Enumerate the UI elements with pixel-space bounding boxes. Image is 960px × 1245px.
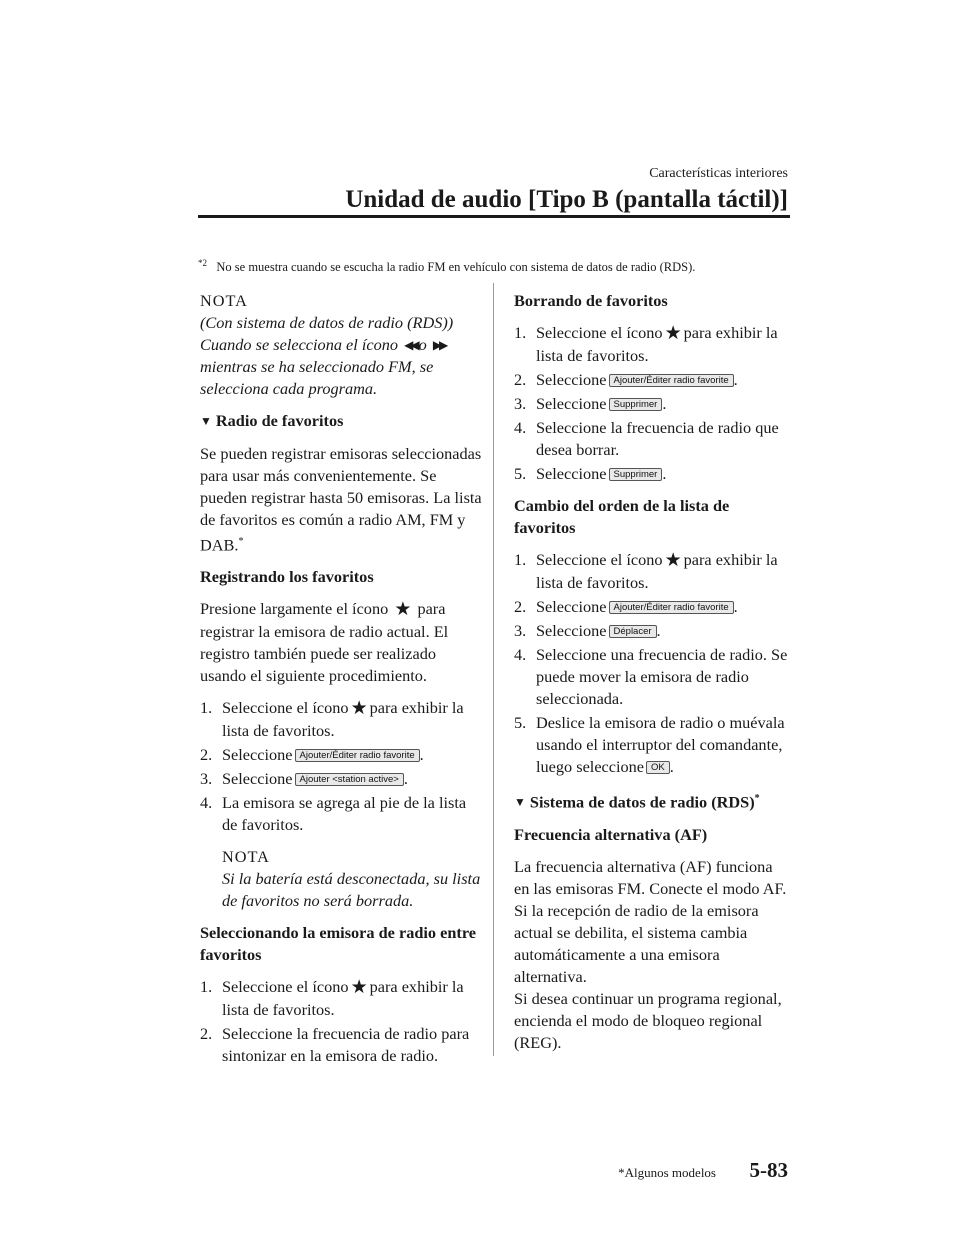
order-heading: Cambio del orden de la lista de favoritos — [514, 496, 730, 537]
order-steps — [514, 549, 790, 778]
delete-steps — [514, 322, 790, 485]
ok-button[interactable]: OK — [646, 761, 670, 774]
step-text: para exhibir la lista de favoritos. — [536, 550, 778, 592]
step-number: 2. — [200, 745, 213, 765]
favorites-body-text: Se pueden registrar emisoras seleccionadas para usar más convenientemente. Se pueden registrar hasta 50 emisoras. La lista de favoritos es común a radio AM, FM y DAB. — [200, 444, 482, 555]
step-number: 5. — [514, 464, 527, 483]
footnote-mark: *2 — [198, 258, 207, 268]
step-number: 4. — [200, 793, 213, 813]
footer-models-note: *Algunos modelos — [618, 1165, 716, 1180]
star-icon: ★ — [350, 698, 368, 720]
footnote — [198, 255, 798, 275]
list-item — [514, 644, 790, 710]
step-text: Seleccione la frecuencia de radio para sintonizar en la emisora de radio. — [222, 1024, 470, 1066]
af-body: La frecuencia alternativa (AF) funciona en las emisoras FM. Conecte el modo AF. Si la recepción de radio de la emisora actual se debilita, el sistema cambia automáticamente a una emisora alternativa. — [514, 857, 787, 987]
list-item: 5. Deslice la emisora de radio o muévala usando el interruptor del comandante, luego seleccione OK . — [514, 713, 785, 776]
edit-favorites-button[interactable]: Ajouter/Éditer radio favorite — [609, 601, 734, 614]
skip-forward-icon: ▶▶ — [432, 338, 446, 352]
star-icon: ★ — [394, 599, 412, 621]
list-item — [200, 792, 482, 836]
step-text: Seleccione — [222, 745, 293, 765]
step-text: Seleccione el ícono — [222, 977, 349, 997]
note-label: NOTA — [222, 847, 270, 867]
step-number: 3. — [514, 394, 527, 413]
list-item: 3. Seleccione Déplacer . — [514, 621, 661, 640]
step-text: Seleccione el ícono — [222, 698, 349, 718]
footnote-text: No se muestra cuando se escucha la radio FM en vehículo con sistema de datos de radio (RDS). — [216, 260, 696, 275]
step-number: 5. — [514, 713, 527, 732]
step-number: 1. — [514, 323, 527, 342]
step-text: Seleccione — [536, 597, 607, 616]
step-text: Seleccione el ícono — [536, 550, 663, 569]
rds-note-text-b: mientras se ha seleccionado FM, se selecciona cada programa. — [200, 357, 434, 398]
af-heading: Frecuencia alternativa (AF) — [514, 825, 708, 845]
delete-button[interactable]: Supprimer — [609, 398, 663, 411]
battery-note — [200, 846, 482, 912]
step-number: 1. — [200, 698, 213, 718]
step-number: 2. — [200, 1024, 213, 1044]
footnote-mark: * — [238, 536, 244, 547]
header-rule — [198, 215, 790, 218]
step-number: 3. — [514, 621, 527, 640]
step-number: 1. — [200, 977, 213, 997]
step-text: Deslice la emisora de radio o muévala usando el interruptor del comandante, luego seleccione — [536, 713, 785, 776]
step-text: Seleccione la frecuencia de radio que desea borrar. — [536, 418, 779, 459]
step-text: Seleccione — [536, 621, 607, 640]
step-text: Seleccione — [536, 394, 607, 413]
list-item — [514, 322, 790, 367]
edit-favorites-button[interactable]: Ajouter/Éditer radio favorite — [295, 749, 420, 762]
register-body-a: Presione largamente el ícono — [200, 599, 389, 619]
battery-note-text: Si la batería está desconectada, su lista de favoritos no será borrada. — [222, 869, 481, 911]
select-heading: Seleccionando la emisora de radio entre favoritos — [200, 923, 476, 965]
favorites-heading — [200, 410, 482, 433]
delete-heading: Borrando de favoritos — [514, 291, 668, 310]
favorites-body — [200, 443, 482, 556]
list-item — [200, 1023, 482, 1067]
register-body-b: para registrar la emisora de radio actual. El registro también puede ser realizado usando el siguiente procedimiento. — [200, 599, 449, 686]
section-label: Características interiores — [649, 166, 788, 181]
step-number: 4. — [514, 645, 527, 664]
skip-back-icon: ◀◀ — [404, 338, 417, 352]
star-icon: ★ — [664, 550, 682, 571]
step-text: Seleccione — [536, 370, 607, 389]
right-column — [514, 290, 790, 1064]
list-item: 3. Seleccione Ajouter <station active> . — [200, 769, 408, 789]
step-text: Seleccione el ícono — [536, 323, 663, 342]
star-icon: ★ — [350, 977, 368, 999]
af-body-2: Si desea continuar un programa regional, encienda el modo de bloqueo regional (REG). — [514, 989, 782, 1053]
rds-heading-text: Sistema de datos de radio (RDS) — [529, 792, 755, 812]
step-number: 2. — [514, 370, 527, 389]
left-column — [200, 290, 482, 1077]
step-text: Seleccione — [222, 769, 293, 789]
list-item — [514, 417, 790, 461]
page-title: Unidad de audio [Tipo B (pantalla táctil)] — [345, 186, 788, 213]
step-text: Seleccione — [536, 464, 607, 483]
triangle-down-icon: ▼ — [514, 795, 526, 810]
rds-note-or: o — [418, 335, 427, 354]
step-text: La emisora se agrega al pie de la lista de favoritos. — [222, 793, 467, 835]
step-text: para exhibir la lista de favoritos. — [222, 698, 464, 741]
column-divider — [493, 283, 494, 1056]
favorites-heading-text: Radio de favoritos — [215, 411, 344, 430]
list-item — [200, 697, 482, 742]
move-button[interactable]: Déplacer — [609, 625, 657, 638]
list-item: 2. Seleccione Ajouter/Éditer radio favorite . — [514, 597, 738, 616]
step-number: 4. — [514, 418, 527, 437]
step-text: para exhibir la lista de favoritos. — [222, 977, 464, 1020]
list-item — [200, 976, 482, 1021]
list-item: 3. Seleccione Supprimer . — [514, 394, 667, 413]
page-number: 5-83 — [749, 1158, 788, 1182]
star-icon: ★ — [664, 323, 682, 344]
list-item — [514, 549, 790, 594]
rds-note-text-a: Cuando se selecciona el ícono — [200, 335, 399, 354]
rds-heading — [514, 788, 790, 814]
register-heading: Registrando los favoritos — [200, 567, 374, 587]
edit-favorites-button[interactable]: Ajouter/Éditer radio favorite — [609, 374, 734, 387]
delete-button[interactable]: Supprimer — [609, 468, 663, 481]
list-item: 5. Seleccione Supprimer . — [514, 464, 667, 483]
step-text: para exhibir la lista de favoritos. — [536, 323, 778, 365]
note-label: NOTA — [200, 291, 248, 310]
register-body — [200, 598, 482, 687]
step-number: 3. — [200, 769, 213, 789]
footnote-mark: * — [754, 793, 760, 804]
step-number: 1. — [514, 550, 527, 569]
register-steps — [200, 697, 482, 836]
select-steps — [200, 976, 482, 1067]
list-item: 2. Seleccione Ajouter/Éditer radio favorite . — [200, 745, 424, 765]
rds-note — [200, 312, 482, 400]
list-item: 2. Seleccione Ajouter/Éditer radio favorite . — [514, 370, 738, 389]
add-active-station-button[interactable]: Ajouter <station active> — [295, 773, 404, 786]
step-text: Seleccione una frecuencia de radio. Se puede mover la emisora de radio seleccionada. — [536, 645, 788, 708]
triangle-down-icon: ▼ — [200, 414, 212, 428]
step-number: 2. — [514, 597, 527, 616]
rds-note-title: (Con sistema de datos de radio (RDS)) — [200, 313, 454, 332]
